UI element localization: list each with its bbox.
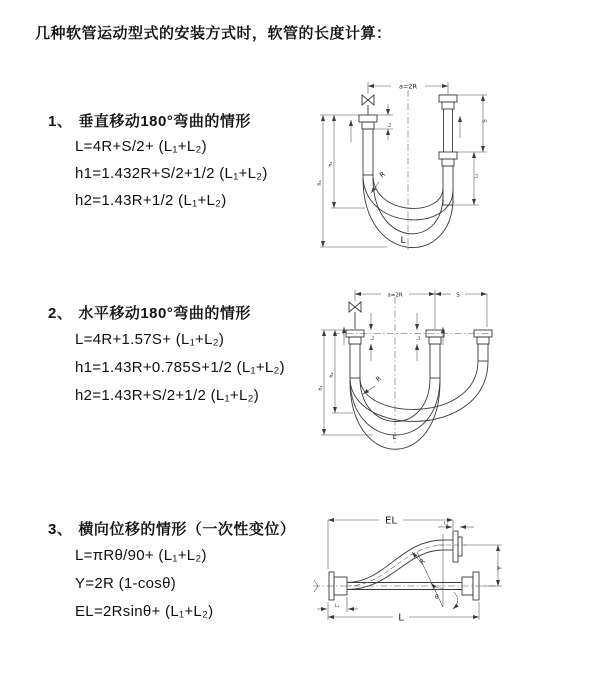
middle-pipe-flange bbox=[426, 330, 444, 378]
dim-l2-label: L₂ bbox=[416, 336, 421, 340]
dimension-l2 bbox=[454, 152, 480, 205]
section-2-formula-h2: h2=1.43R+S/2+1/2 (L₁+L₂) bbox=[75, 387, 260, 404]
theta-label: θ bbox=[435, 594, 439, 601]
dim-s-label: S bbox=[456, 292, 460, 299]
right-pipe-flange bbox=[474, 330, 492, 361]
left-pipe-flange bbox=[346, 330, 364, 378]
hose-curves bbox=[350, 361, 488, 449]
right-pipe-flanges bbox=[439, 95, 457, 205]
dimension-s bbox=[457, 95, 489, 152]
dim-l2-label: L₂ bbox=[474, 173, 480, 179]
dim-y-label: Y bbox=[495, 566, 504, 570]
dimension-el bbox=[328, 516, 453, 570]
braid-section bbox=[363, 129, 373, 175]
dim-l1-top-label: L₁ bbox=[443, 521, 449, 527]
dim-el-label: EL bbox=[385, 515, 397, 527]
dimension-l1-top bbox=[438, 521, 474, 528]
left-pipe-flange bbox=[359, 115, 377, 175]
dimension-h1-h2 bbox=[318, 330, 373, 435]
radius-label: R bbox=[417, 557, 427, 567]
section-2-heading bbox=[48, 302, 251, 323]
section-1-formula-L: L=4R+S/2+ (L₁+L₂) bbox=[75, 138, 207, 155]
diagram-horizontal-180-bend bbox=[313, 285, 600, 457]
section-3-heading-text: 横向位移的情形（一次性变位） bbox=[78, 521, 296, 538]
centerline bbox=[313, 580, 496, 592]
length-label: L bbox=[392, 433, 396, 441]
dim-a-label: a=2R bbox=[398, 82, 418, 91]
section-3-heading bbox=[48, 518, 295, 539]
diagram-vertical-180-bend bbox=[315, 76, 505, 258]
radius-callout bbox=[363, 374, 383, 394]
section-2-formula-h1: h1=1.43R+0.785S+1/2 (L₁+L₂) bbox=[75, 359, 285, 376]
upper-flange bbox=[438, 531, 466, 562]
dim-s-label: S bbox=[482, 119, 489, 123]
section-1-formula-h1: h1=1.432R+S/2+1/2 (L₁+L₂) bbox=[75, 165, 268, 182]
braid-section bbox=[350, 344, 360, 378]
section-1-heading bbox=[48, 110, 251, 131]
dimension-y bbox=[464, 545, 504, 586]
section-1-heading-text: 垂直移动180°弯曲的情形 bbox=[78, 113, 251, 130]
radius-label: R bbox=[374, 374, 383, 384]
braid-section bbox=[478, 344, 488, 361]
section-2-formula-L: L=4R+1.57S+ (L₁+L₂) bbox=[75, 331, 225, 348]
dimension-l1 bbox=[370, 313, 375, 361]
valve-icon bbox=[362, 95, 374, 115]
braid-section bbox=[430, 344, 440, 378]
dimension-l2 bbox=[416, 313, 421, 361]
dim-l-label: L bbox=[398, 612, 404, 624]
dim-l1-label: L₁ bbox=[388, 122, 393, 128]
section-1-number: 1、 bbox=[48, 113, 73, 130]
section-3-formula-Y: Y=2R (1-cosθ) bbox=[75, 575, 177, 592]
section-2-number: 2、 bbox=[48, 305, 73, 322]
page-title: 几种软管运动型式的安装方式时，软管的长度计算： bbox=[35, 25, 392, 42]
dim-l1-bottom-label: L₁ bbox=[334, 604, 340, 609]
dim-a-label: a=2R bbox=[387, 292, 403, 299]
dim-h1-label: h₁ bbox=[318, 385, 324, 391]
section-3-number: 3、 bbox=[48, 521, 73, 538]
radius-callout bbox=[412, 552, 427, 566]
dimension-a-2r bbox=[355, 290, 435, 329]
section-3-formula-EL: EL=2Rsinθ+ (L₁+L₂) bbox=[75, 603, 214, 620]
dim-l1-label: L₁ bbox=[370, 336, 375, 340]
section-3-formula-L: L=πRθ/90+ (L₁+L₂) bbox=[75, 547, 207, 564]
dim-h2-label: h₂ bbox=[328, 161, 334, 167]
dim-h1-label: h₁ bbox=[317, 180, 323, 186]
section-1-formula-h2: h2=1.43R+1/2 (L₁+L₂) bbox=[75, 192, 227, 209]
dimension-l1-bottom bbox=[317, 597, 358, 612]
radius-label: R bbox=[378, 170, 388, 180]
valve-icon bbox=[349, 302, 361, 329]
diagram-lateral-displacement bbox=[305, 507, 600, 657]
dim-h2-label: h₂ bbox=[329, 372, 335, 378]
dimension-s bbox=[435, 293, 487, 328]
length-label: L bbox=[400, 236, 406, 246]
section-2-heading-text: 水平移动180°弯曲的情形 bbox=[78, 305, 251, 322]
